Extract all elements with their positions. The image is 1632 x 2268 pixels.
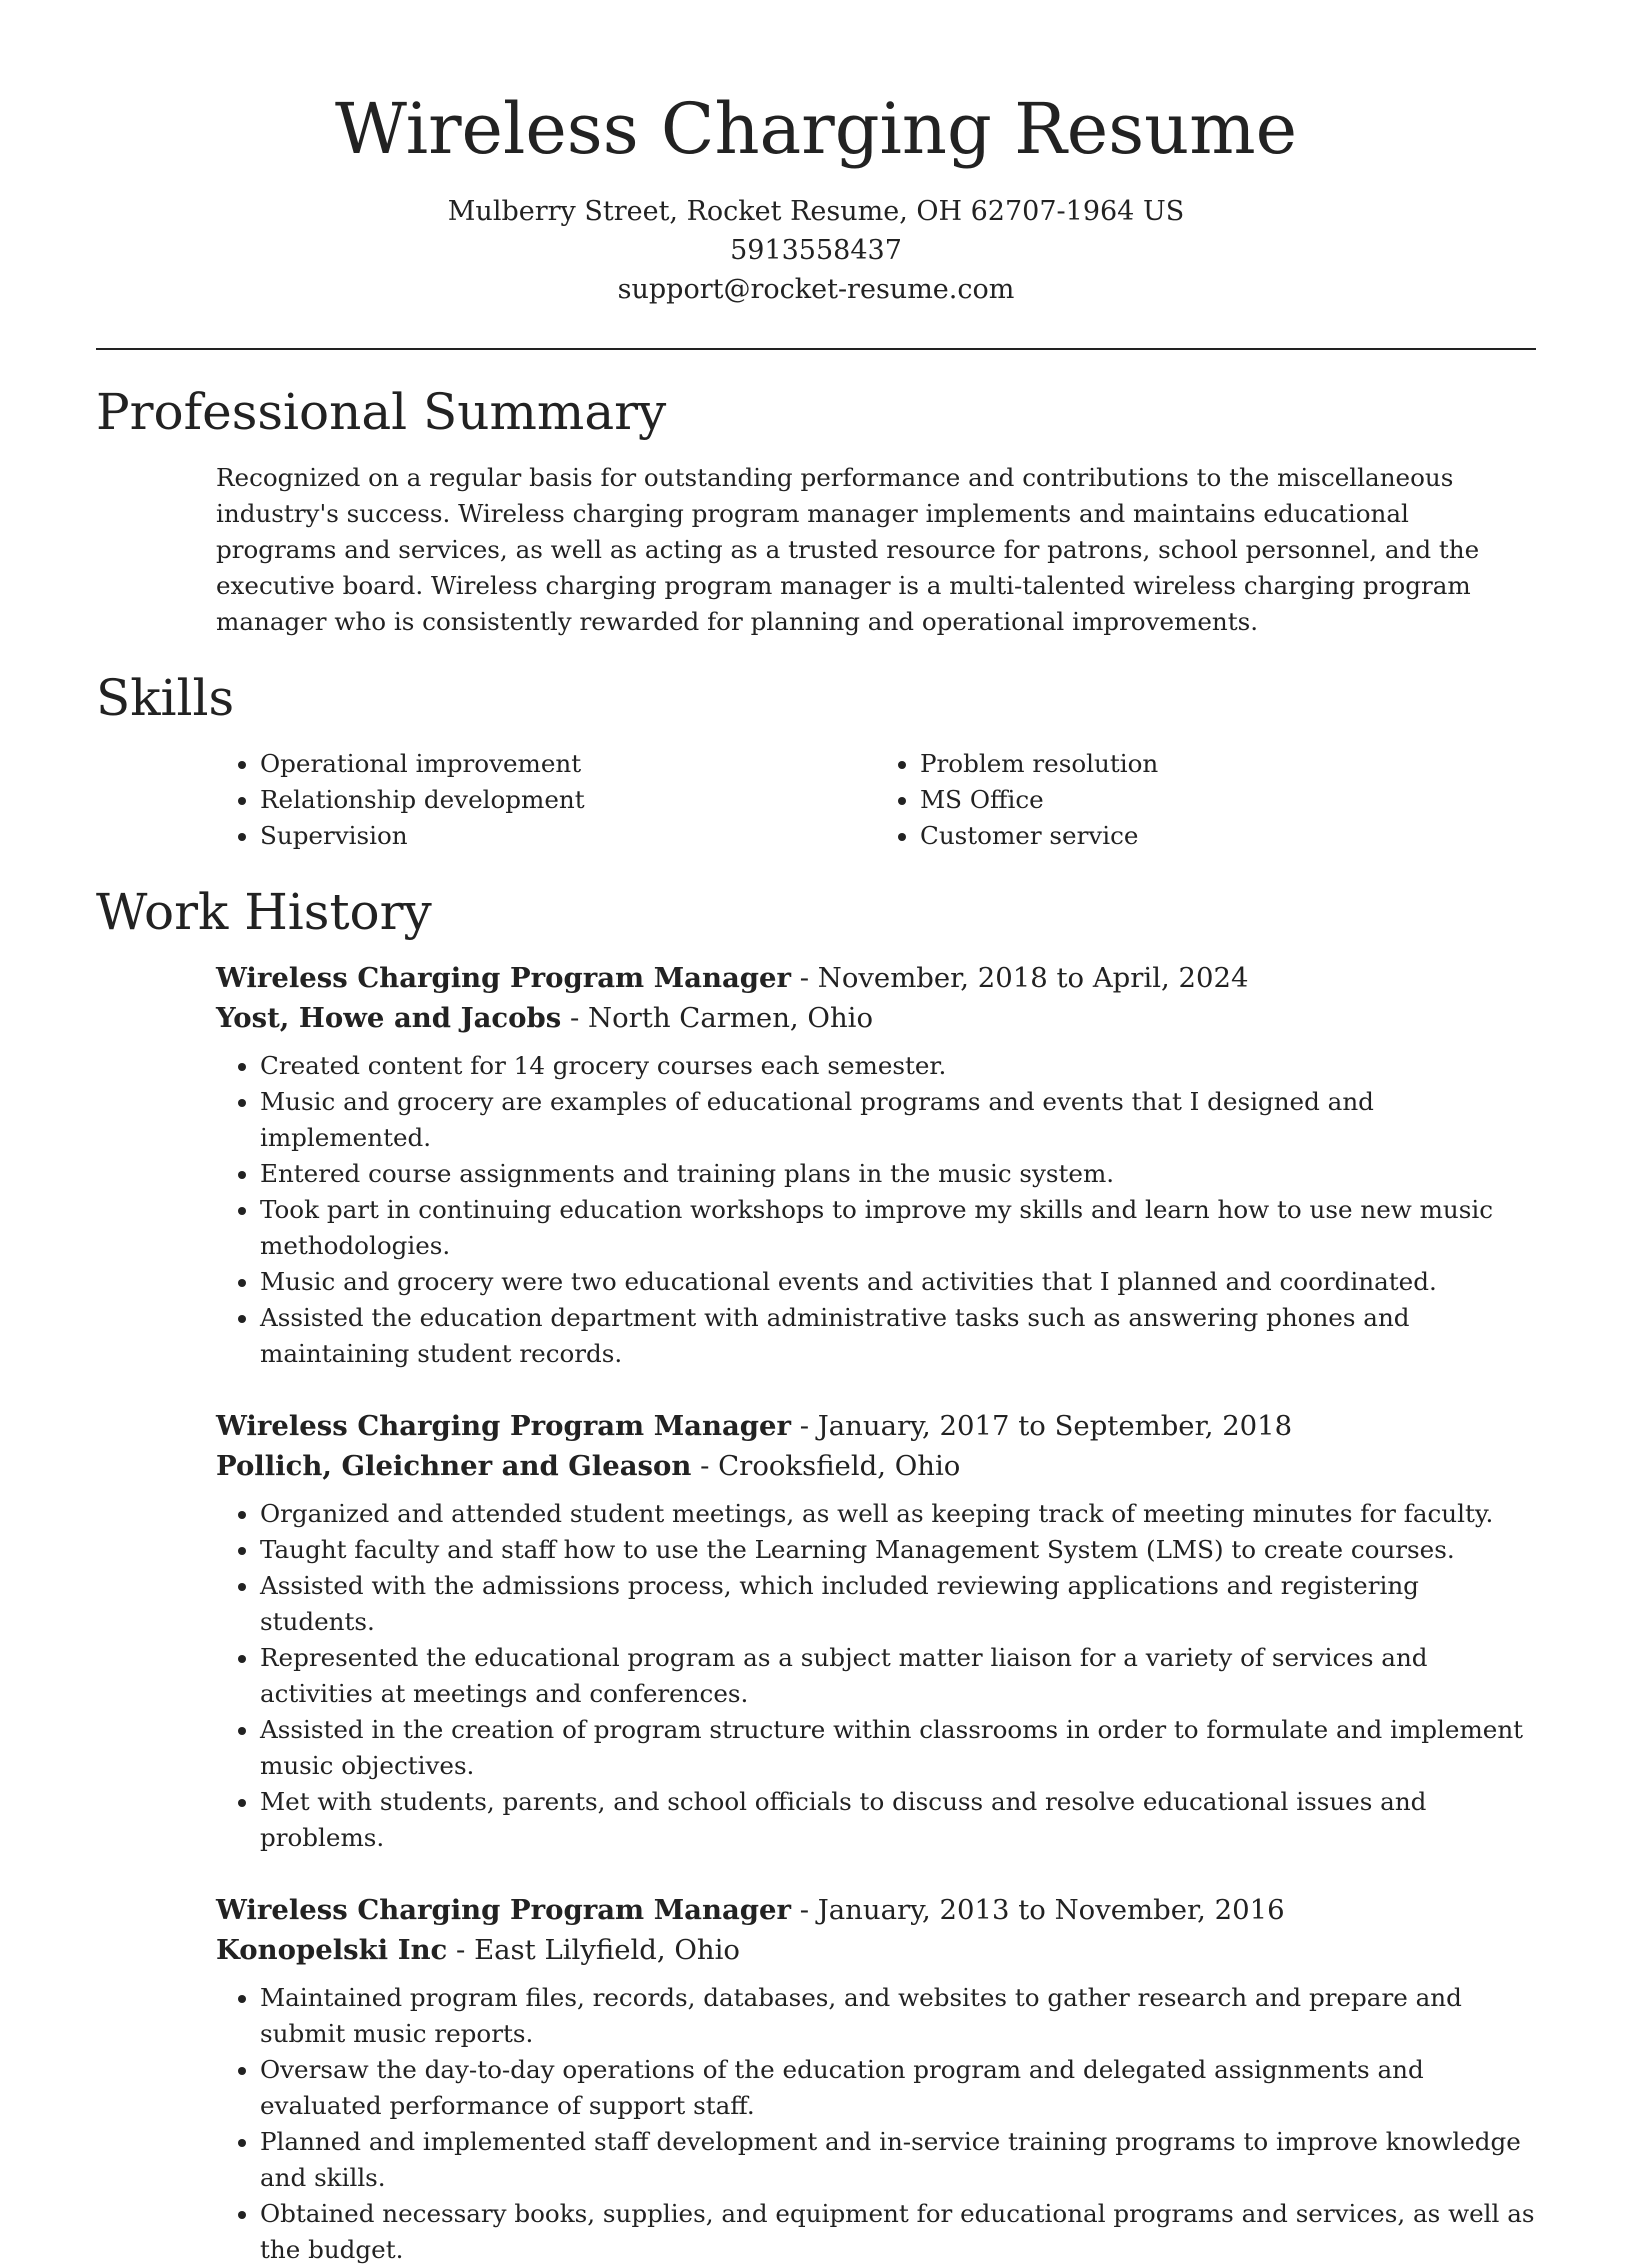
job-bullet: • Obtained necessary books, supplies, and equipment for educational programs and services, as well as the budget. [260,2196,1536,2268]
skill-item: • Customer service [920,818,1536,854]
skills-list [216,746,1536,854]
job-bullet: • Organized and attended student meetings, as well as keeping track of meeting minutes for faculty. [260,1496,1536,1532]
job-bullets [216,1496,1536,1856]
address: Mulberry Street, Rocket Resume, OH 62707-1964 US [447,196,1185,227]
summary-text: Recognized on a regular basis for outstanding performance and contributions to the miscellaneous industry's success. Wireless charging program manager implements and maintains educational programs and services, as well as acting as a trusted resource for patrons, school personnel, and the executive board. Wireless charging program manager is a multi-talented wireless charging program manager who is consistently rewarded for planning and operational improvements. [216,463,1480,636]
resume-page [96,0,1536,2268]
job-bullet: • Met with students, parents, and school officials to discuss and resolve educational issues and problems. [260,1784,1536,1856]
skills-heading: Skills [96,669,235,727]
job-dates: - November, 2018 to April, 2024 [790,962,1249,994]
skills-column-right [876,746,1536,854]
job-location: - Crooksfield, Ohio [691,1450,961,1482]
job-company-line [216,1930,1536,1970]
job-bullet: • Maintained program files, records, databases, and websites to gather research and prepare and submit music reports. [260,1980,1536,2052]
job-role: Wireless Charging Program Manager [216,1410,791,1442]
job-title-line [216,1890,1536,1930]
job-bullet: • Taught faculty and staff how to use the Learning Management System (LMS) to create courses. [260,1532,1536,1568]
resume-name: Wireless Charging Resume [334,88,1298,170]
job-dates: - January, 2013 to November, 2016 [790,1894,1285,1926]
job-bullet: • Represented the educational program as a subject matter liaison for a variety of services and activities at meetings and conferences. [260,1640,1536,1712]
job-bullet: • Took part in continuing education workshops to improve my skills and learn how to use new music methodologies. [260,1192,1536,1264]
job-role: Wireless Charging Program Manager [216,962,791,994]
job-bullet: • Assisted in the creation of program structure within classrooms in order to formulate and implement music objectives. [260,1712,1536,1784]
job-company-line [216,1446,1536,1486]
job-company: Konopelski Inc [216,1934,448,1966]
skills-column-left [216,746,876,854]
header-divider [96,348,1536,350]
job-bullet: • Assisted the education department with administrative tasks such as answering phones and maintaining student records. [260,1300,1536,1372]
job-entry [216,1406,1536,1856]
job-bullet: • Entered course assignments and training plans in the music system. [260,1156,1536,1192]
skill-item: • Operational improvement [260,746,876,782]
skill-item: • Supervision [260,818,876,854]
job-company-line [216,998,1536,1038]
job-location: - East Lilyfield, Ohio [447,1934,740,1966]
job-bullet: • Assisted with the admissions process, which included reviewing applications and registering students. [260,1568,1536,1640]
job-bullet: • Planned and implemented staff development and in-service training programs to improve knowledge and skills. [260,2124,1536,2196]
skill-item: • MS Office [920,782,1536,818]
job-role: Wireless Charging Program Manager [216,1894,791,1926]
job-bullet: • Music and grocery were two educational events and activities that I planned and coordinated. [260,1264,1536,1300]
skill-item: • Relationship development [260,782,876,818]
job-bullet: • Created content for 14 grocery courses each semester. [260,1048,1536,1084]
job-entry [216,1890,1536,2268]
job-location: - North Carmen, Ohio [561,1002,874,1034]
job-dates: - January, 2017 to September, 2018 [790,1410,1293,1442]
phone: 5913558437 [730,235,902,266]
job-company: Yost, Howe and Jacobs [216,1002,562,1034]
job-bullet: • Oversaw the day-to-day operations of the education program and delegated assignments and evaluated performance of support staff. [260,2052,1536,2124]
job-bullet: • Music and grocery are examples of educational programs and events that I designed and implemented. [260,1084,1536,1156]
job-bullets [216,1048,1536,1372]
email: support@rocket-resume.com [617,274,1015,305]
job-company: Pollich, Gleichner and Gleason [216,1450,692,1482]
job-title-line [216,958,1536,998]
job-title-line [216,1406,1536,1446]
job-bullets [216,1980,1536,2268]
job-entry [216,958,1536,1372]
skill-item: • Problem resolution [920,746,1536,782]
summary-heading: Professional Summary [96,383,667,441]
work-history-heading: Work History [96,883,432,941]
resume-header [96,0,1536,309]
